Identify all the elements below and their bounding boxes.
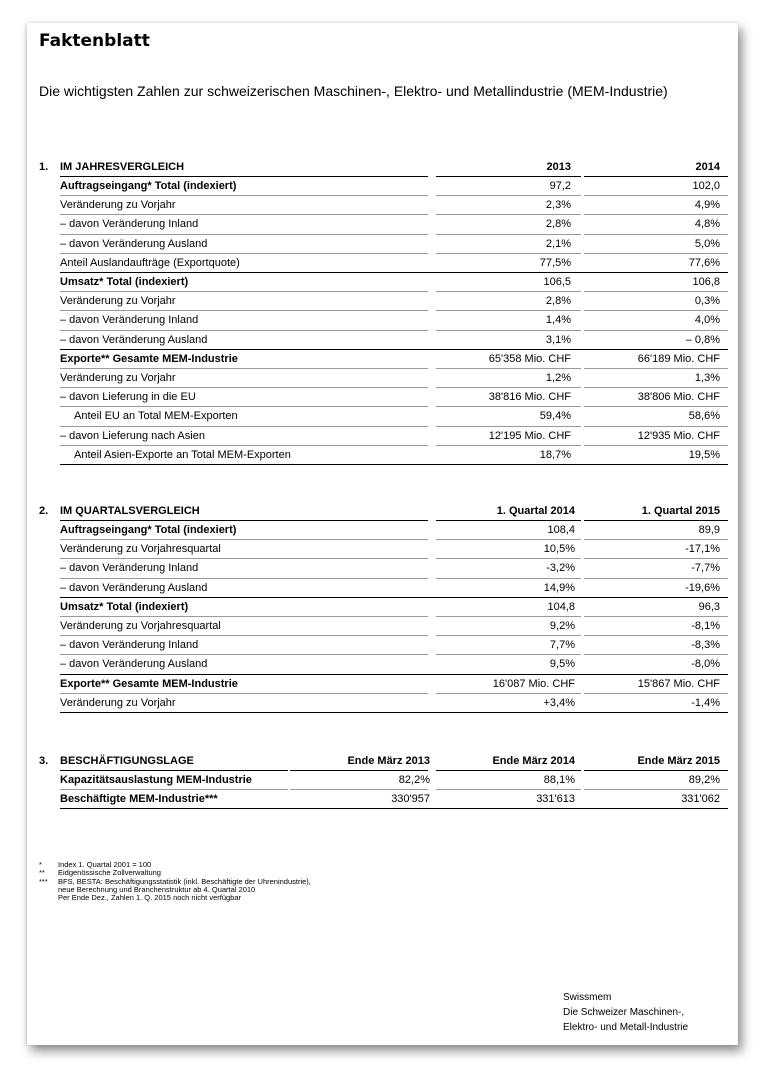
table-row xyxy=(27,446,738,465)
table-row xyxy=(27,540,738,559)
page-title: Faktenblatt xyxy=(39,31,150,51)
signature-line: Elektro- und Metall-Industrie xyxy=(563,1022,689,1033)
table-row xyxy=(27,292,738,311)
row-label: – davon Veränderung Inland xyxy=(60,218,199,231)
table-row xyxy=(27,177,738,196)
row-label: Beschäftigte MEM-Industrie*** xyxy=(60,793,218,806)
row-label: – davon Veränderung Ausland xyxy=(60,658,208,671)
section-heading: BESCHÄFTIGUNGSLAGE xyxy=(60,755,194,767)
table-row xyxy=(27,579,738,598)
table-row xyxy=(27,388,738,407)
column-header: 2014 xyxy=(695,161,720,173)
column-header: 1. Quartal 2014 xyxy=(496,505,575,517)
row-value: -19,6% xyxy=(685,581,720,594)
row-label: – davon Veränderung Inland xyxy=(60,639,199,652)
row-value: 106,5 xyxy=(543,276,571,288)
row-value: 9,5% xyxy=(549,658,575,671)
footnote-mark: *** xyxy=(39,876,48,886)
footnote-text: Per Ende Dez., Zahlen 1. Q. 2015 noch nicht verfügbar xyxy=(58,893,242,903)
row-value: -8,1% xyxy=(691,620,720,632)
table-row xyxy=(27,369,738,388)
row-label: – davon Lieferung in die EU xyxy=(60,391,196,404)
row-value: 1,2% xyxy=(545,372,571,384)
row-value: 331'613 xyxy=(536,793,575,806)
row-label: – davon Veränderung Inland xyxy=(60,562,199,575)
row-label: Veränderung zu Vorjahr xyxy=(60,696,176,709)
row-value: -3,2% xyxy=(546,562,575,575)
row-value: 19,5% xyxy=(688,448,720,461)
table-row xyxy=(27,350,738,369)
row-value: 9,2% xyxy=(549,620,575,632)
section-number: 2. xyxy=(39,505,49,517)
row-value: 106,8 xyxy=(692,276,720,288)
signature-block xyxy=(563,990,688,1035)
row-value: 66'189 Mio. CHF xyxy=(637,352,720,365)
row-value: 18,7% xyxy=(539,448,571,461)
row-value: 58,6% xyxy=(688,410,720,423)
table-row xyxy=(27,311,738,330)
row-value: 0,3% xyxy=(694,295,720,308)
row-value: 97,2 xyxy=(549,180,571,192)
row-value: 77,5% xyxy=(539,256,571,269)
row-label: Anteil Auslandaufträge (Exportquote) xyxy=(60,256,240,269)
row-value: -8,0% xyxy=(691,658,720,671)
footnote-text: BFS, BESTA: Beschäftigungsstatistik (inkl. Beschäftigte der Uhrenindustrie), xyxy=(58,876,311,886)
column-header: Ende März 2014 xyxy=(492,755,575,767)
table-row xyxy=(27,427,738,446)
row-value: 5,0% xyxy=(694,237,720,250)
row-value: 102,0 xyxy=(692,180,720,192)
row-value: 15'867 Mio. CHF xyxy=(637,677,720,690)
row-value: -7,7% xyxy=(691,562,720,575)
row-value: 16'087 Mio. CHF xyxy=(492,677,575,690)
row-value: 4,8% xyxy=(694,218,720,231)
table-row xyxy=(27,521,738,540)
fact-sheet-page xyxy=(27,23,738,1045)
row-value: 59,4% xyxy=(539,410,571,423)
row-label: Veränderung zu Vorjahr xyxy=(60,372,176,384)
row-value: 10,5% xyxy=(543,543,575,556)
row-value: -17,1% xyxy=(685,543,720,556)
row-value: 12'195 Mio. CHF xyxy=(488,429,571,442)
footnote-text: Index 1. Quartal 2001 = 100 xyxy=(58,860,152,869)
row-value: 65'358 Mio. CHF xyxy=(488,352,571,365)
row-value: 82,2% xyxy=(398,774,430,786)
table-row xyxy=(27,675,738,694)
row-value: 96,3 xyxy=(698,600,720,613)
row-value: 330'957 xyxy=(391,793,430,806)
table-row xyxy=(27,694,738,713)
row-value: 12'935 Mio. CHF xyxy=(637,429,720,442)
row-value: 1,4% xyxy=(545,314,571,327)
section-heading: IM QUARTALSVERGLEICH xyxy=(60,505,200,517)
table-row xyxy=(27,790,738,809)
row-value: 38'806 Mio. CHF xyxy=(637,391,720,404)
section-heading: IM JAHRESVERGLEICH xyxy=(60,161,185,173)
row-value: -1,4% xyxy=(691,696,720,709)
row-value: 2,8% xyxy=(545,295,571,308)
section-header xyxy=(27,502,738,521)
row-value: 89,9 xyxy=(698,524,720,536)
signature-line: Swissmem xyxy=(563,992,612,1003)
row-value: 108,4 xyxy=(547,524,575,536)
row-value: 88,1% xyxy=(543,774,575,786)
table-row xyxy=(27,273,738,292)
footnote-mark: ** xyxy=(39,868,45,878)
row-divider xyxy=(60,464,728,465)
table-row xyxy=(27,598,738,617)
row-divider xyxy=(60,712,728,713)
table-row xyxy=(27,215,738,234)
row-value: 4,9% xyxy=(694,199,720,212)
row-value: +3,4% xyxy=(543,696,575,709)
row-value: 3,1% xyxy=(545,333,571,346)
row-label: Anteil Asien-Exporte an Total MEM-Exporten xyxy=(74,448,291,461)
row-label: Auftragseingang* Total (indexiert) xyxy=(60,524,237,536)
row-value: – 0,8% xyxy=(685,333,720,346)
row-label: Auftragseingang* Total (indexiert) xyxy=(60,180,237,192)
table-row xyxy=(27,235,738,254)
column-header: 2013 xyxy=(546,161,571,173)
column-header: Ende März 2015 xyxy=(637,755,720,767)
row-value: 104,8 xyxy=(547,600,575,613)
row-label: Umsatz* Total (indexiert) xyxy=(60,600,189,613)
row-label: – davon Veränderung Ausland xyxy=(60,581,208,594)
row-label: Anteil EU an Total MEM-Exporten xyxy=(74,410,238,423)
row-label: Veränderung zu Vorjahresquartal xyxy=(60,543,221,556)
row-label: – davon Lieferung nach Asien xyxy=(60,429,205,442)
footnote-text: neue Berechnung und Branchenstruktur ab 4. Quartal 2010 xyxy=(58,884,256,894)
row-value: 1,3% xyxy=(694,372,720,384)
row-value: 2,8% xyxy=(545,218,571,231)
column-header: 1. Quartal 2015 xyxy=(641,505,720,517)
section-header xyxy=(27,752,738,771)
page-subtitle: Die wichtigsten Zahlen zur schweizerischen Maschinen-, Elektro- und Metallindustrie (MEM-Industrie) xyxy=(39,83,668,99)
row-label: Veränderung zu Vorjahr xyxy=(60,295,176,308)
row-value: 89,2% xyxy=(688,774,720,786)
row-label: Umsatz* Total (indexiert) xyxy=(60,276,189,288)
section-number: 1. xyxy=(39,161,49,173)
footnote-text: Eidgenössische Zollverwaltung xyxy=(58,868,161,878)
row-divider xyxy=(60,808,728,809)
table-row xyxy=(27,196,738,215)
table-row xyxy=(27,407,738,426)
row-value: 4,0% xyxy=(694,314,720,327)
row-value: 77,6% xyxy=(688,256,720,269)
row-value: 38'816 Mio. CHF xyxy=(488,391,571,404)
column-header: Ende März 2013 xyxy=(347,755,430,767)
section-header xyxy=(27,158,738,177)
table-row xyxy=(27,617,738,636)
row-label: Kapazitätsauslastung MEM-Industrie xyxy=(60,774,252,786)
row-value: 2,3% xyxy=(545,199,571,212)
table-row xyxy=(27,655,738,674)
signature-line: Die Schweizer Maschinen-, xyxy=(563,1007,685,1018)
row-label: – davon Veränderung Ausland xyxy=(60,333,208,346)
row-value: 14,9% xyxy=(543,581,575,594)
row-label: – davon Veränderung Inland xyxy=(60,314,199,327)
table-row xyxy=(27,559,738,578)
table-row xyxy=(27,771,738,790)
row-value: 331'062 xyxy=(681,793,720,806)
section-number: 3. xyxy=(39,755,49,767)
row-label: – davon Veränderung Ausland xyxy=(60,237,208,250)
footnote-mark: * xyxy=(39,860,42,869)
table-row xyxy=(27,636,738,655)
row-label: Exporte** Gesamte MEM-Industrie xyxy=(60,352,238,365)
row-label: Exporte** Gesamte MEM-Industrie xyxy=(60,677,238,690)
row-value: -8,3% xyxy=(691,639,720,652)
row-value: 7,7% xyxy=(549,639,575,652)
row-label: Veränderung zu Vorjahresquartal xyxy=(60,620,221,632)
row-label: Veränderung zu Vorjahr xyxy=(60,199,176,212)
table-row xyxy=(27,331,738,350)
row-value: 2,1% xyxy=(545,237,571,250)
table-row xyxy=(27,254,738,273)
